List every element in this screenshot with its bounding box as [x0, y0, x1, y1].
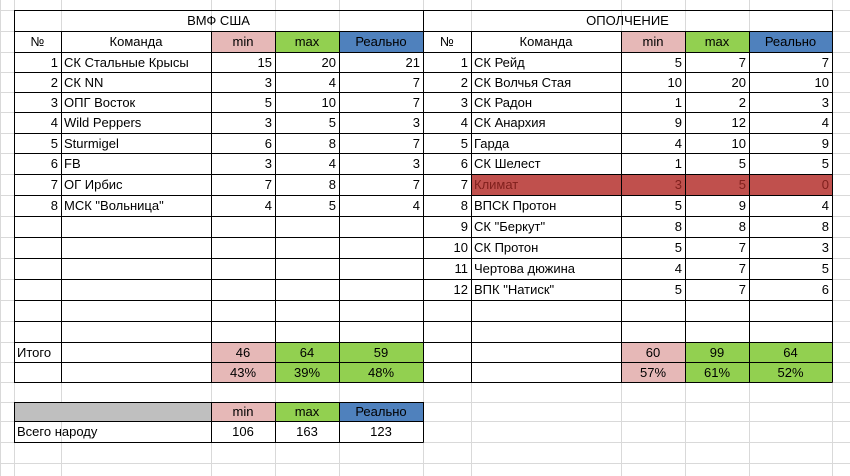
team-max[interactable]: 5	[738, 156, 746, 171]
team-min[interactable]: 5	[674, 240, 682, 255]
summary-header-real[interactable]: Реально	[355, 404, 407, 419]
team-name[interactable]: МСК "Вольница"	[64, 198, 164, 213]
team-real[interactable]: 3	[821, 94, 829, 110]
team-number[interactable]: 8	[460, 198, 468, 213]
team-number[interactable]: 2	[460, 74, 468, 90]
team-real[interactable]: 8	[821, 219, 829, 234]
team-min[interactable]: 5	[264, 94, 272, 110]
team-number[interactable]: 8	[50, 198, 58, 213]
team-max[interactable]: 5	[328, 198, 336, 213]
team-number[interactable]: 11	[454, 261, 468, 276]
team-min[interactable]: 5	[674, 198, 682, 213]
summary-label[interactable]: Всего народу	[17, 424, 98, 439]
team-number[interactable]: 5	[460, 135, 468, 151]
team-max[interactable]: 9	[738, 198, 746, 213]
team-name[interactable]: ОПГ Восток	[64, 94, 136, 110]
team-name[interactable]: Гарда	[474, 135, 510, 151]
team-max[interactable]: 4	[328, 74, 336, 90]
team-max[interactable]: 20	[321, 54, 336, 70]
summary-header-min[interactable]: min	[232, 404, 254, 419]
team-min[interactable]: 4	[674, 261, 682, 276]
summary-max[interactable]: 163	[296, 424, 318, 439]
team-number[interactable]: 7	[50, 177, 58, 192]
team-real[interactable]: 6	[821, 282, 829, 297]
team-min[interactable]: 4	[264, 198, 272, 213]
summary-min[interactable]: 106	[232, 424, 254, 439]
team-real[interactable]: 4	[821, 115, 829, 130]
percent-min[interactable]: 43%	[229, 364, 257, 380]
team-min[interactable]: 3	[264, 74, 272, 90]
team-name[interactable]: ВПК "Натиск"	[474, 282, 555, 297]
team-min[interactable]: 5	[674, 282, 682, 297]
total-max[interactable]: 99	[709, 344, 725, 360]
team-max[interactable]: 8	[738, 219, 746, 234]
team-min[interactable]: 8	[674, 219, 682, 234]
header-team[interactable]: Команда	[109, 34, 163, 49]
team-number[interactable]: 2	[50, 74, 58, 90]
team-name[interactable]: СК Волчья Стая	[474, 74, 572, 90]
team-number[interactable]: 7	[460, 177, 468, 192]
team-max[interactable]: 2	[738, 94, 746, 110]
header-real[interactable]: Реально	[355, 34, 407, 49]
team-real[interactable]: 9	[821, 135, 829, 151]
team-number[interactable]: 6	[460, 156, 468, 171]
team-min[interactable]: 15	[257, 54, 272, 70]
percent-real[interactable]: 52%	[777, 364, 804, 380]
header-min[interactable]: min	[232, 34, 254, 49]
left-table-title[interactable]: ВМФ США	[187, 13, 250, 28]
team-max[interactable]: 7	[738, 54, 746, 70]
team-number[interactable]: 1	[50, 54, 58, 70]
team-name[interactable]: Климат	[474, 177, 519, 192]
team-real[interactable]: 5	[821, 156, 829, 171]
team-number[interactable]: 3	[460, 94, 468, 110]
team-real[interactable]: 3	[821, 240, 829, 255]
team-name[interactable]: Sturmigel	[64, 135, 119, 151]
team-min[interactable]: 7	[264, 177, 272, 192]
team-number[interactable]: 9	[460, 219, 468, 234]
team-name[interactable]: СК Анархия	[474, 115, 546, 130]
team-name[interactable]: СК Шелест	[474, 156, 541, 171]
percent-min[interactable]: 57%	[639, 364, 667, 380]
team-name[interactable]: Чертова дюжина	[474, 261, 576, 276]
team-min[interactable]: 3	[264, 156, 272, 171]
team-max[interactable]: 8	[328, 135, 336, 151]
team-real[interactable]: 7	[412, 74, 420, 90]
team-real[interactable]: 7	[412, 94, 420, 110]
team-min[interactable]: 3	[264, 115, 272, 130]
team-name[interactable]: СК Рейд	[474, 54, 525, 70]
team-name[interactable]: СК NN	[64, 74, 104, 90]
team-max[interactable]: 7	[738, 240, 746, 255]
team-name[interactable]: СК Стальные Крысы	[64, 54, 189, 70]
team-name[interactable]: Wild Peppers	[64, 115, 142, 130]
team-real[interactable]: 3	[412, 115, 420, 130]
team-name[interactable]: ВПСК Протон	[474, 198, 557, 213]
team-real[interactable]: 5	[821, 261, 829, 276]
team-max[interactable]: 10	[321, 94, 336, 110]
team-max[interactable]: 10	[731, 135, 746, 151]
team-min[interactable]: 5	[674, 54, 682, 70]
team-min[interactable]: 1	[674, 156, 682, 171]
team-number[interactable]: 1	[460, 54, 468, 70]
team-max[interactable]: 5	[738, 177, 746, 192]
team-min[interactable]: 10	[667, 74, 682, 90]
team-max[interactable]: 4	[328, 156, 336, 171]
team-max[interactable]: 7	[738, 282, 746, 297]
team-real[interactable]: 10	[814, 74, 829, 90]
header-team[interactable]: Команда	[519, 34, 573, 49]
team-number[interactable]: 12	[453, 282, 468, 297]
team-name[interactable]: ОГ Ирбис	[64, 177, 123, 192]
team-real[interactable]: 7	[412, 135, 420, 151]
team-min[interactable]: 3	[674, 177, 682, 192]
team-number[interactable]: 4	[460, 115, 468, 130]
header-real[interactable]: Реально	[764, 34, 817, 49]
summary-real[interactable]: 123	[370, 424, 392, 439]
team-real[interactable]: 4	[821, 198, 829, 213]
team-number[interactable]: 3	[50, 94, 58, 110]
team-real[interactable]: 0	[821, 177, 829, 192]
total-real[interactable]: 59	[373, 344, 389, 360]
team-real[interactable]: 7	[821, 54, 829, 70]
header-max[interactable]: max	[294, 34, 320, 49]
team-min[interactable]: 6	[264, 135, 272, 151]
team-number[interactable]: 10	[453, 240, 468, 255]
team-min[interactable]: 1	[674, 94, 682, 110]
header-num[interactable]: №	[30, 34, 45, 49]
team-name[interactable]: FB	[64, 156, 81, 171]
team-max[interactable]: 5	[328, 115, 336, 130]
right-table-title[interactable]: ОПОЛЧЕНИЕ	[586, 13, 669, 28]
team-max[interactable]: 20	[731, 74, 746, 90]
team-min[interactable]: 9	[674, 115, 682, 130]
team-max[interactable]: 8	[328, 177, 336, 192]
team-min[interactable]: 4	[674, 135, 682, 151]
percent-real[interactable]: 48%	[367, 364, 395, 380]
team-number[interactable]: 4	[50, 115, 58, 130]
team-real[interactable]: 7	[412, 177, 420, 192]
summary-grey-fill	[14, 402, 211, 421]
team-number[interactable]: 6	[50, 156, 58, 171]
header-num[interactable]: №	[440, 34, 454, 49]
total-label[interactable]: Итого	[17, 344, 52, 360]
percent-max[interactable]: 39%	[293, 364, 321, 380]
percent-max[interactable]: 61%	[703, 364, 731, 380]
team-real[interactable]: 3	[412, 156, 420, 171]
total-min[interactable]: 46	[235, 344, 251, 360]
header-max[interactable]: max	[704, 34, 730, 49]
team-real[interactable]: 21	[405, 54, 420, 70]
team-name[interactable]: СК "Беркут"	[474, 219, 546, 234]
team-number[interactable]: 5	[50, 135, 58, 151]
team-name[interactable]: СК Протон	[474, 240, 539, 255]
team-real[interactable]: 4	[412, 198, 420, 213]
team-max[interactable]: 12	[731, 115, 746, 130]
total-min[interactable]: 60	[645, 344, 661, 360]
team-max[interactable]: 7	[738, 261, 746, 276]
total-real[interactable]: 64	[783, 344, 798, 360]
summary-header-max[interactable]: max	[294, 404, 320, 419]
team-name[interactable]: СК Радон	[474, 94, 533, 110]
total-max[interactable]: 64	[299, 344, 315, 360]
header-min[interactable]: min	[642, 34, 664, 49]
